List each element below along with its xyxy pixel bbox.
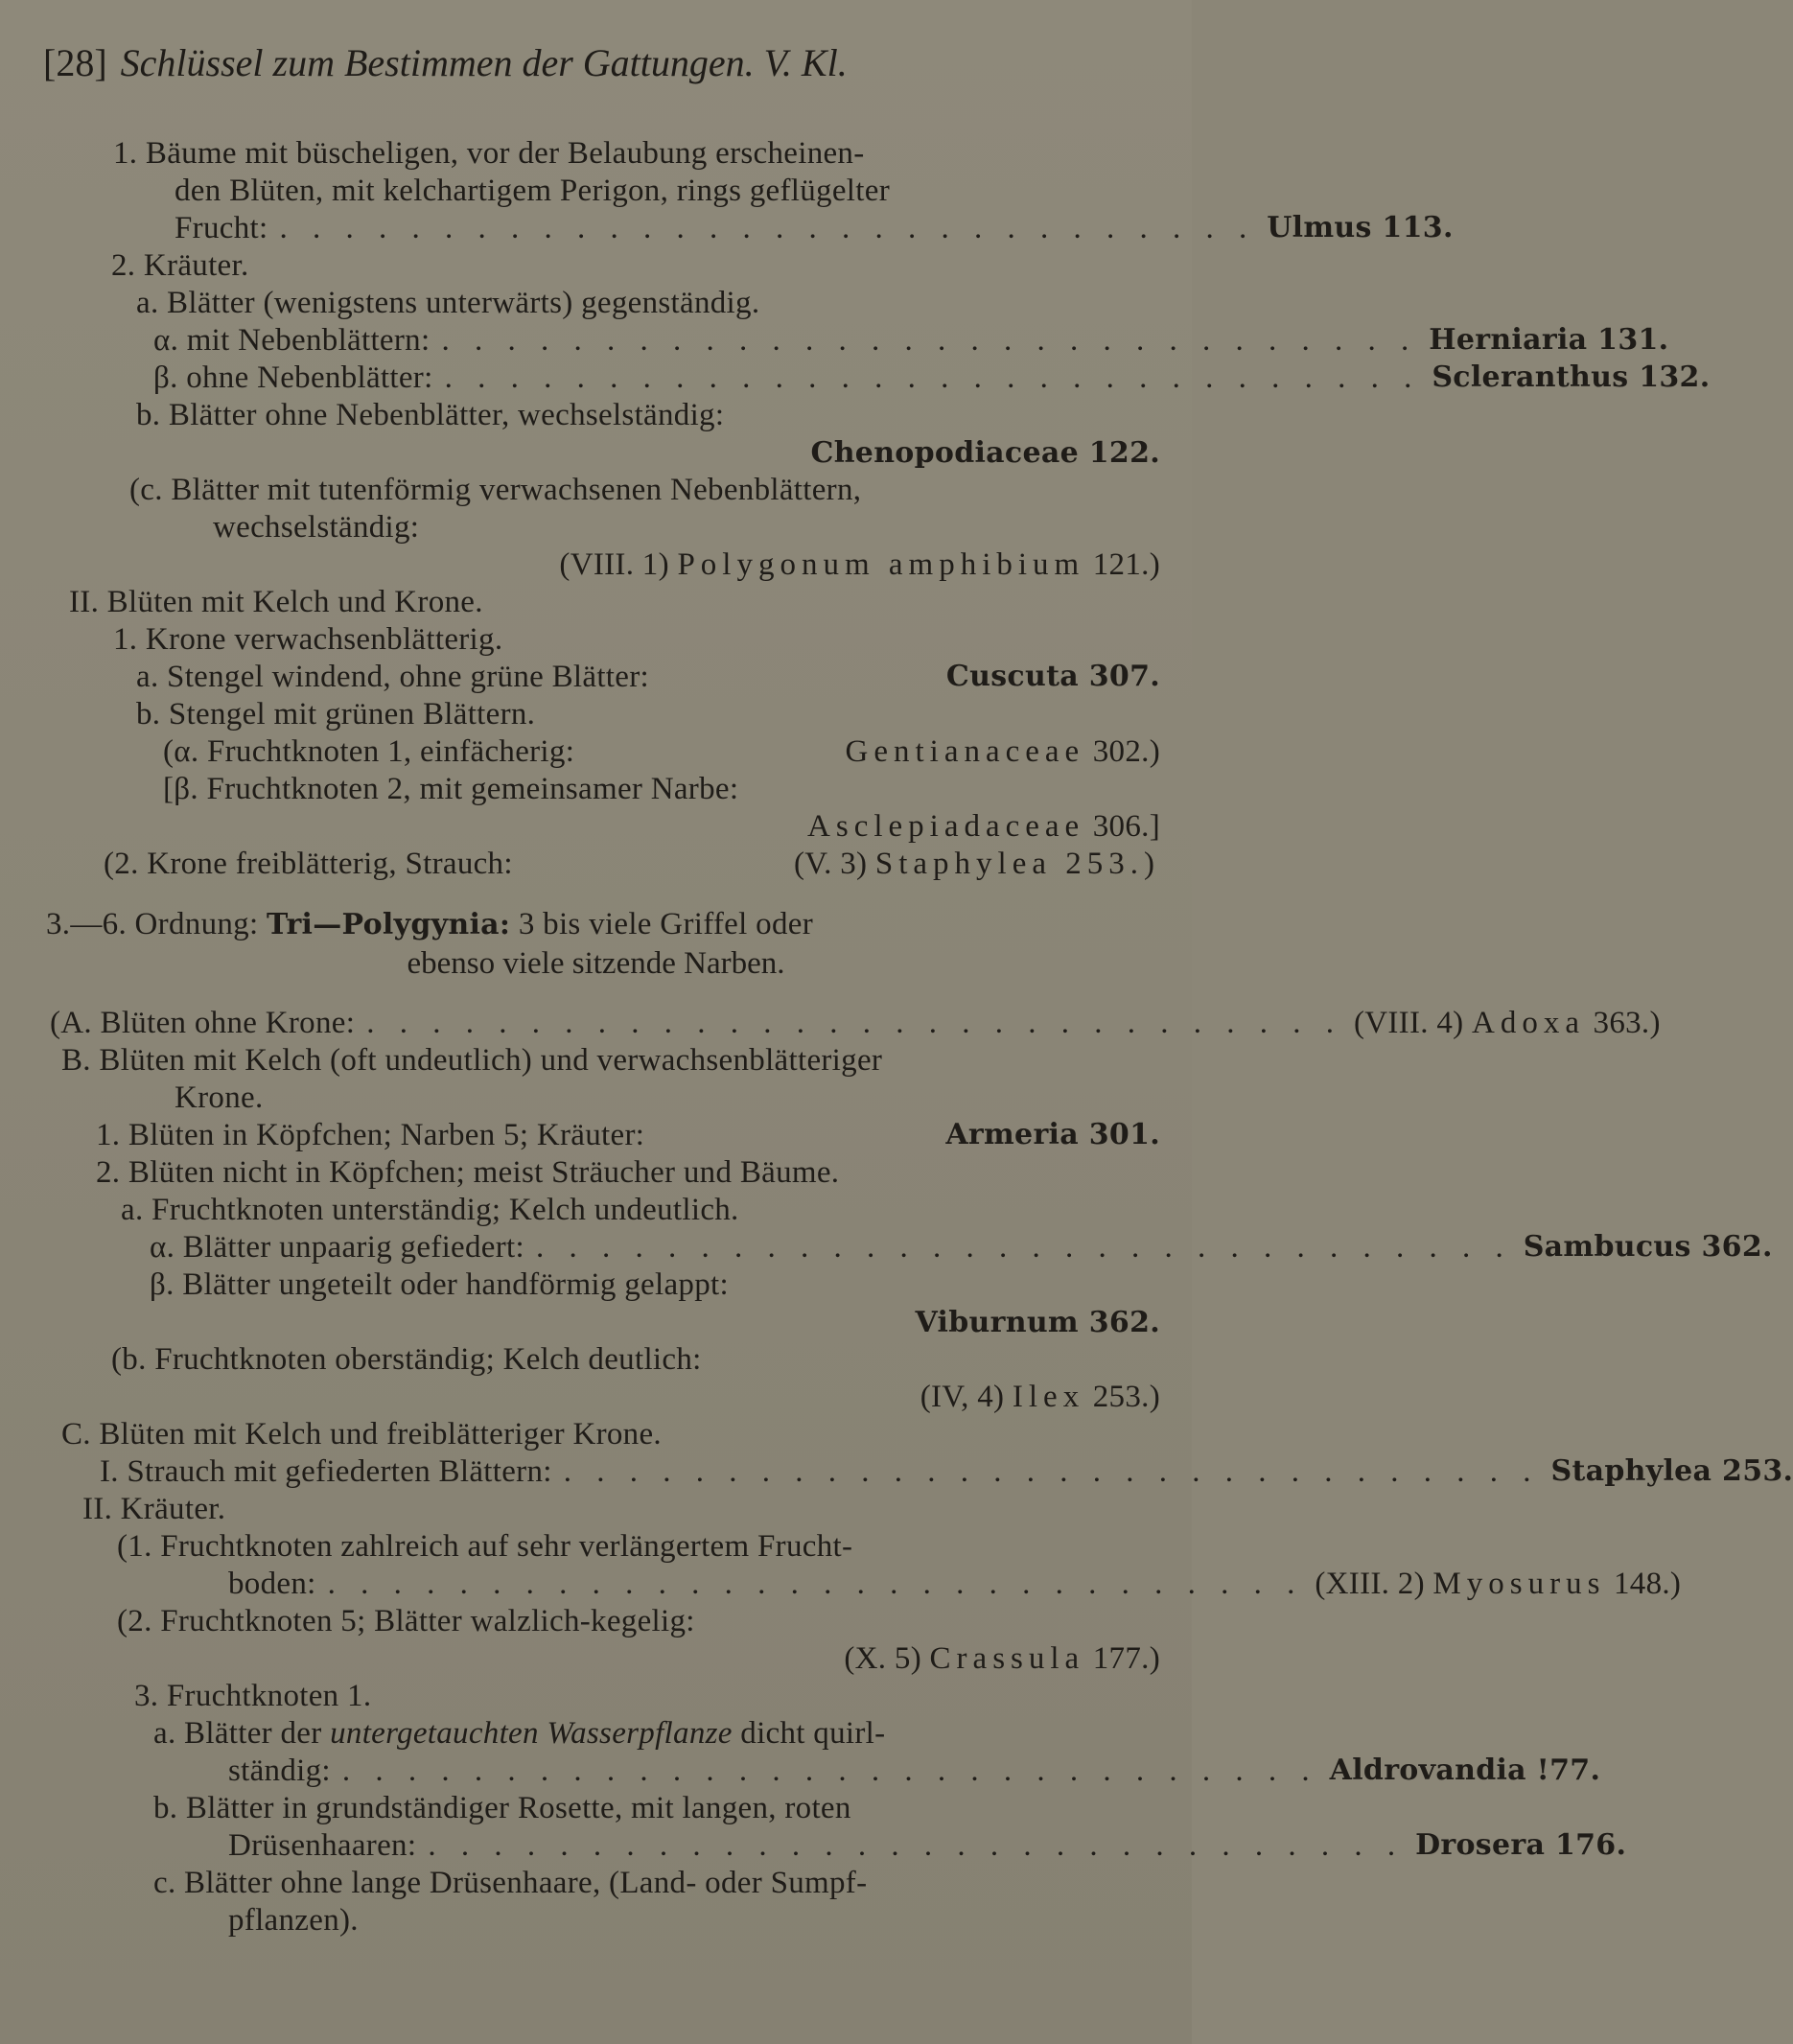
text-line [111, 1341, 702, 1378]
text-line [150, 1266, 729, 1303]
text-line [46, 906, 813, 943]
text-line [559, 546, 1160, 583]
text-line [69, 584, 483, 620]
text-line [113, 135, 865, 172]
dot-leader: . . . . . . . . . . . . . . . . . . . . . . . . . . . . . . [444, 360, 1421, 395]
line-text: B. Blüten mit Kelch (oft undeutlich) und verwachsenblätteriger [61, 1043, 883, 1078]
line-text: Frucht: [175, 211, 268, 245]
dot-leader: . . . . . . . . . . . . . . . . . . . . . . . . . . . . . . [341, 1754, 1318, 1788]
reference: Drosera 176. [1415, 1828, 1627, 1862]
text-line [213, 509, 419, 546]
text-line [104, 846, 1160, 882]
line-text: (c. Blätter mit tutenförmig verwachsenen Nebenblättern, [129, 473, 862, 507]
line-text: 1. Krone verwachsenblätterig. [113, 622, 503, 657]
text-line [228, 1566, 1682, 1602]
text-line [175, 210, 1454, 246]
line-text: b. Stengel mit grünen Blättern. [136, 697, 536, 732]
reference: Gentianaceae 302.) [845, 734, 1160, 769]
page-header [43, 38, 848, 88]
line-text: ebenso viele sitzende Narben. [407, 946, 785, 981]
dot-leader: . . . . . . . . . . . . . . . . . . . . . . . . . . . . . . [428, 1828, 1405, 1863]
line-text: a. Stengel windend, ohne grüne Blätter: [136, 660, 649, 694]
dot-leader: . . . . . . . . . . . . . . . . . . . . . . . . . . . . . . [563, 1454, 1540, 1489]
text-line [129, 472, 861, 508]
line-text: Krone. [175, 1080, 264, 1115]
line-text: pflanzen). [228, 1903, 359, 1938]
dot-leader: . . . . . . . . . . . . . . . . . . . . . . . . . . . . . . [366, 1006, 1342, 1040]
text-line [153, 322, 1669, 359]
reference: Staphylea 253. [1550, 1454, 1793, 1488]
line-text: (1. Fruchtknoten zahlreich auf sehr verlängertem Frucht- [117, 1529, 853, 1564]
line-text: a. Fruchtknoten unterständig; Kelch undeutlich. [121, 1193, 739, 1227]
text-line [136, 397, 724, 433]
line-text: 1. Bäume mit büscheligen, vor der Belaubung erscheinen- [113, 136, 865, 171]
text-line [915, 1304, 1160, 1341]
text-line [117, 1528, 852, 1565]
text-line [50, 1005, 1661, 1041]
text-line [96, 1154, 839, 1191]
text-line [175, 173, 890, 209]
reference: Sambucus 362. [1523, 1230, 1773, 1264]
text-line [807, 808, 1160, 845]
line-text: a. Blätter (wenigstens unterwärts) gegenständig. [136, 286, 760, 320]
text-line [844, 1640, 1160, 1677]
text-line [136, 659, 1160, 695]
page-number: [28] [43, 41, 107, 84]
reference: (IV, 4) Ilex 253.) [920, 1380, 1160, 1414]
dot-leader: . . . . . . . . . . . . . . . . . . . . . . . . . . . . . . [327, 1567, 1304, 1601]
line-text: [β. Fruchtknoten 2, mit gemeinsamer Narbe: [163, 772, 739, 806]
text-line [175, 1080, 264, 1116]
line-text: (b. Fruchtknoten oberständig; Kelch deutlich: [111, 1342, 702, 1377]
line-text: (A. Blüten ohne Krone: [50, 1006, 356, 1040]
text-line [228, 1902, 359, 1939]
line-text: II. Blüten mit Kelch und Krone. [69, 585, 483, 619]
dot-leader [649, 659, 946, 695]
reference: Scleranthus 132. [1432, 360, 1711, 394]
line-text: ständig: [228, 1754, 331, 1788]
line-text: β. Blätter ungeteilt oder handförmig gelappt: [150, 1267, 729, 1302]
text-line [100, 1453, 1793, 1490]
text-line [61, 1416, 662, 1452]
line-text: 2. Blüten nicht in Köpfchen; meist Sträucher und Bäume. [96, 1155, 840, 1190]
dot-leader: . . . . . . . . . . . . . . . . . . . . . . . . . . . . . . [535, 1230, 1512, 1265]
line-text: (2. Krone freiblätterig, Strauch: [104, 847, 513, 881]
line-text: α. Blätter unpaarig gefiedert: [150, 1230, 524, 1265]
reference: (X. 5) Crassula 177.) [844, 1641, 1160, 1676]
text-line [134, 1678, 371, 1714]
text-line [153, 360, 1711, 396]
text-line [96, 1117, 1160, 1153]
text-line [117, 1603, 695, 1639]
reference: (VIII. 1) Polygonum amphibium 121.) [559, 547, 1160, 582]
line-text: b. Blätter in grundständiger Rosette, mit langen, roten [153, 1791, 851, 1825]
line-text: β. ohne Nebenblätter: [153, 360, 433, 395]
text-line [920, 1379, 1160, 1415]
reference: (VIII. 4) Adoxa 363.) [1353, 1006, 1661, 1040]
line-text: den Blüten, mit kelchartigem Perigon, rings geflügelter [175, 174, 890, 208]
text-line [228, 1827, 1627, 1864]
reference: (XIII. 2) Myosurus 148.) [1315, 1567, 1682, 1601]
line-text: boden: [228, 1567, 316, 1601]
line-text: 1. Blüten in Köpfchen; Narben 5; Kräuter: [96, 1118, 645, 1152]
line-text: α. mit Nebenblättern: [153, 323, 431, 358]
running-title: Schlüssel zum Bestimmen der Gattungen. V. Kl. [120, 41, 848, 84]
dot-leader [574, 733, 845, 770]
reference: (V. 3) Staphylea 253.) [793, 847, 1160, 881]
line-text: wechselständig: [213, 510, 420, 545]
line-text: I. Strauch mit gefiederten Blättern: [100, 1454, 552, 1489]
reference: Aldrovandia !77. [1329, 1754, 1601, 1787]
line-text: C. Blüten mit Kelch und freiblätteriger Krone. [61, 1417, 662, 1452]
reference: Cuscuta 307. [945, 660, 1160, 693]
text-line [163, 771, 738, 807]
reference: Viburnum 362. [915, 1306, 1160, 1339]
dot-leader: . . . . . . . . . . . . . . . . . . . . . . . . . . . . . . [279, 211, 1256, 245]
text-line [163, 733, 1160, 770]
line-text: (2. Fruchtknoten 5; Blätter walzlich-kegelig: [117, 1604, 695, 1638]
line-text: 2. Kräuter. [111, 248, 249, 283]
text-line [0, 945, 1192, 982]
reference: Armeria 301. [945, 1118, 1160, 1151]
reference: Chenopodiaceae 122. [810, 436, 1160, 470]
text-line [82, 1491, 225, 1527]
text-line [153, 1865, 867, 1901]
text-line [136, 285, 759, 321]
text-line [153, 1715, 885, 1752]
dot-leader: . . . . . . . . . . . . . . . . . . . . . . . . . . . . . . [441, 323, 1418, 358]
text-line [150, 1229, 1773, 1266]
reference: Asclepiadaceae 306.] [807, 809, 1160, 844]
text-line [61, 1042, 882, 1079]
text-line [153, 1790, 851, 1826]
dot-leader [644, 1117, 945, 1153]
line-text: b. Blätter ohne Nebenblätter, wechselständig: [136, 398, 725, 432]
text-line [121, 1192, 739, 1228]
line-text: 3. Fruchtknoten 1. [134, 1679, 372, 1713]
line-text: a. Blätter der untergetauchten Wasserpflanze dicht quirl- [153, 1716, 886, 1751]
line-text: (α. Fruchtknoten 1, einfächerig: [163, 734, 575, 769]
text-line [111, 247, 249, 284]
text-line [811, 434, 1160, 472]
line-text: c. Blätter ohne lange Drüsenhaare, (Land- oder Sumpf- [153, 1866, 868, 1900]
text-line [136, 696, 535, 732]
reference: Ulmus 113. [1267, 211, 1454, 244]
dot-leader [513, 846, 794, 882]
text-line [113, 621, 502, 658]
line-text: Drüsenhaaren: [228, 1828, 417, 1863]
line-text: II. Kräuter. [82, 1492, 226, 1526]
text-line [228, 1753, 1601, 1789]
line-text: 3.—6. Ordnung: Tri—Polygynia: 3 bis viele Griffel oder [46, 907, 813, 941]
reference: Herniaria 131. [1429, 323, 1669, 357]
